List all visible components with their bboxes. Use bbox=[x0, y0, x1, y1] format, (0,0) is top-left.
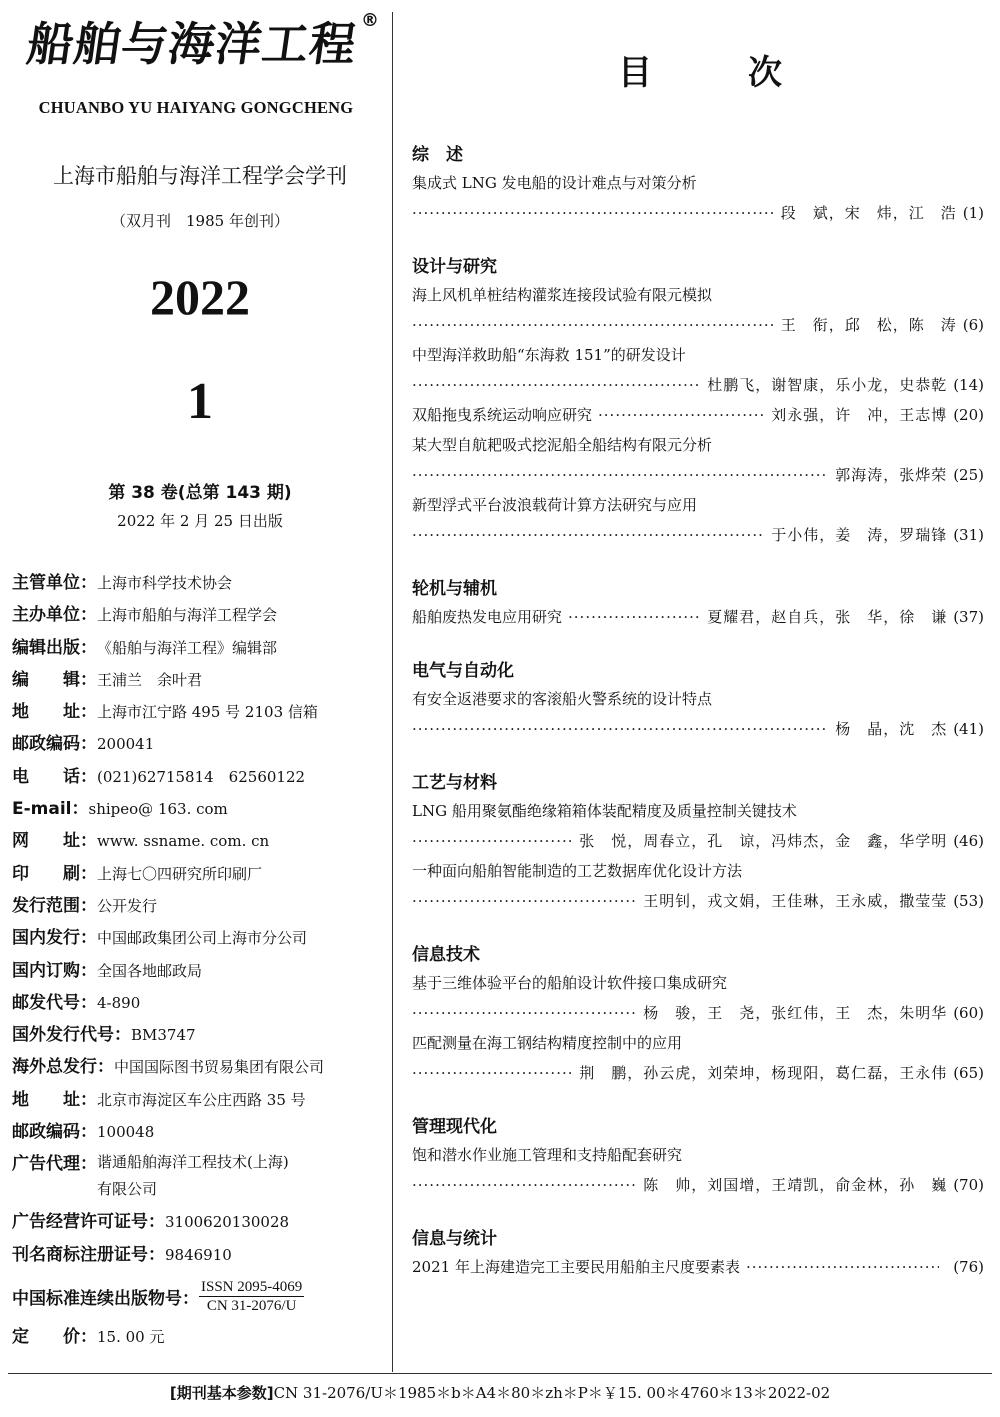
info-label: 地 址： bbox=[12, 1089, 97, 1110]
toc-section bbox=[412, 1110, 984, 1200]
brand-logo bbox=[23, 8, 388, 74]
issn-number: ISSN 2095-4069 bbox=[201, 1279, 303, 1296]
page-number: (6) bbox=[962, 316, 984, 334]
cn-number: CN 31-2076/U bbox=[206, 1298, 297, 1315]
info-label: 邮政编码： bbox=[12, 734, 97, 755]
article-title[interactable]: 船舶废热发电应用研究 bbox=[412, 608, 563, 626]
info-row bbox=[12, 988, 392, 1020]
info-row bbox=[12, 826, 392, 858]
info-label: 国外发行代号： bbox=[12, 1025, 131, 1046]
toc-list bbox=[412, 138, 984, 1288]
article-title[interactable]: 2021 年上海建造完工主要民用船舶主尺度要素表 bbox=[412, 1258, 740, 1276]
parameters-label: [期刊基本参数] bbox=[169, 1384, 274, 1402]
toc-section bbox=[412, 250, 984, 550]
leader-dots bbox=[746, 1252, 939, 1282]
toc-section bbox=[412, 138, 984, 228]
article-title[interactable]: LNG 船用聚氨酯绝缘箱箱体装配精度及质量控制关键技术 bbox=[412, 802, 797, 820]
page-number: (41) bbox=[953, 720, 984, 738]
info-label: 编 辑： bbox=[12, 669, 97, 690]
publication-date: 2022 年 2 月 25 日出版 bbox=[117, 512, 283, 530]
info-value: 上海市船舶与海洋工程学会 bbox=[97, 606, 278, 625]
section-heading: 轮机与辅机 bbox=[412, 579, 497, 599]
info-row bbox=[12, 956, 392, 988]
article-title[interactable]: 海上风机单桩结构灌浆连接段试验有限元模拟 bbox=[412, 286, 713, 304]
info-row bbox=[12, 568, 392, 600]
leader-dots bbox=[568, 602, 699, 632]
toc-entry-line[interactable] bbox=[412, 826, 984, 856]
article-title[interactable]: 双船拖曳系统运动响应研究 bbox=[412, 406, 593, 424]
page-number: (60) bbox=[953, 1004, 984, 1022]
article-authors: 张 悦，周春立，孔 谅，冯炜杰，金 鑫，华学明 bbox=[579, 832, 948, 850]
journal-pinyin: CHUANBO YU HAIYANG GONGCHENG bbox=[38, 98, 354, 117]
info-row-ad-agent bbox=[12, 1149, 392, 1207]
toc-entry-line[interactable] bbox=[412, 1058, 984, 1088]
info-row bbox=[12, 633, 392, 665]
info-row-price bbox=[12, 1322, 392, 1354]
info-value-line: 有限公司 bbox=[97, 1180, 158, 1199]
toc-entry-line[interactable] bbox=[412, 1252, 984, 1282]
registered-mark: ® bbox=[361, 10, 379, 31]
info-label: 网 址： bbox=[12, 831, 97, 852]
info-label: 海外总发行： bbox=[12, 1057, 114, 1078]
masthead-panel bbox=[0, 0, 392, 1385]
toc-entry-line[interactable] bbox=[412, 1170, 984, 1200]
table-of-contents bbox=[400, 0, 990, 1385]
journal-title: 船舶与海洋工程 bbox=[23, 17, 361, 71]
info-label: 编辑出版： bbox=[12, 637, 97, 658]
leader-dots bbox=[412, 520, 763, 550]
info-label: 邮发代号： bbox=[12, 992, 97, 1013]
leader-dots bbox=[412, 1058, 571, 1088]
info-value: shipeo@ 163. com bbox=[88, 800, 228, 819]
info-label: 国内订购： bbox=[12, 960, 97, 981]
page-number: (37) bbox=[953, 608, 984, 626]
leader-dots bbox=[412, 998, 635, 1028]
toc-section bbox=[412, 766, 984, 916]
article-authors: 杜鹏飞，谢智康，乐小龙，史恭乾 bbox=[707, 376, 948, 394]
article-authors: 杨 骏，王 尧，张红伟，王 杰，朱明华 bbox=[643, 1004, 948, 1022]
info-label: 广告代理： bbox=[12, 1154, 97, 1175]
info-row-ad-license bbox=[12, 1207, 392, 1239]
info-value: (021)62715814 62560122 bbox=[97, 767, 306, 786]
info-label: 主办单位： bbox=[12, 605, 97, 626]
info-value: 中国国际图书贸易集团有限公司 bbox=[114, 1058, 325, 1077]
info-row bbox=[12, 1052, 392, 1084]
page-number: (46) bbox=[953, 832, 984, 850]
page-number: (20) bbox=[953, 406, 984, 424]
leader-dots bbox=[598, 400, 763, 430]
article-title[interactable]: 新型浮式平台波浪载荷计算方法研究与应用 bbox=[412, 496, 698, 514]
toc-entry-line[interactable] bbox=[412, 370, 984, 400]
article-title[interactable]: 集成式 LNG 发电船的设计难点与对策分析 bbox=[412, 174, 697, 192]
toc-entry-line[interactable] bbox=[412, 310, 984, 340]
leader-dots bbox=[412, 460, 827, 490]
info-row bbox=[12, 1117, 392, 1149]
journal-parameters bbox=[0, 1382, 1000, 1403]
article-title[interactable]: 中型海洋救助船“东海救 151”的研发设计 bbox=[412, 346, 686, 364]
parameters-text: CN 31-2076/U＊1985＊b＊A4＊80＊zh＊P＊￥15. 00＊4760＊13＊2022-02 bbox=[273, 1384, 831, 1402]
page-number: (14) bbox=[953, 376, 984, 394]
info-value: 200041 bbox=[97, 735, 155, 754]
toc-section bbox=[412, 572, 984, 632]
page-number: (1) bbox=[962, 204, 984, 222]
section-heading: 工艺与材料 bbox=[412, 773, 497, 793]
leader-dots bbox=[412, 310, 773, 340]
info-label: 中国标准连续出版物号： bbox=[12, 1289, 199, 1310]
column-divider bbox=[392, 12, 393, 1372]
volume-info: 第 38 卷(总第 143 期) bbox=[108, 483, 292, 503]
publication-info bbox=[12, 568, 392, 1354]
leader-dots bbox=[412, 370, 699, 400]
info-row bbox=[12, 665, 392, 697]
page-number: (65) bbox=[953, 1064, 984, 1082]
article-authors: 刘永强，许 冲，王志博 bbox=[771, 406, 948, 424]
page-number: (31) bbox=[953, 526, 984, 544]
info-value: 《船舶与海洋工程》编辑部 bbox=[97, 638, 278, 657]
section-heading: 信息技术 bbox=[412, 945, 480, 965]
leader-dots bbox=[412, 714, 827, 744]
info-row-trademark bbox=[12, 1240, 392, 1272]
article-authors: 杨 晶，沈 杰 bbox=[835, 720, 948, 738]
info-label: 电 话： bbox=[12, 766, 97, 787]
section-heading: 设计与研究 bbox=[412, 257, 497, 277]
toc-section bbox=[412, 1222, 984, 1282]
info-label: E-mail： bbox=[12, 799, 89, 820]
toc-entry-line[interactable] bbox=[412, 400, 984, 430]
toc-entry-line[interactable] bbox=[412, 998, 984, 1028]
article-authors: 陈 帅，刘国增，王靖凯，俞金林，孙 巍 bbox=[643, 1176, 948, 1194]
article-authors: 王 衔，邱 松，陈 涛 bbox=[780, 316, 957, 334]
info-value: 15. 00 元 bbox=[97, 1327, 165, 1346]
leader-dots bbox=[412, 1170, 635, 1200]
info-value: 9846910 bbox=[165, 1245, 232, 1264]
article-title[interactable]: 有安全返港要求的客滚船火警系统的设计特点 bbox=[412, 690, 713, 708]
info-value: 上海市江宁路 495 号 2103 信箱 bbox=[97, 703, 318, 722]
page-number: (76) bbox=[953, 1258, 984, 1276]
leader-dots bbox=[412, 886, 635, 916]
page-number: (25) bbox=[953, 466, 984, 484]
page-number: (70) bbox=[953, 1176, 984, 1194]
info-value: www. ssname. com. cn bbox=[97, 832, 270, 851]
info-label: 地 址： bbox=[12, 702, 97, 723]
article-title[interactable]: 基于三维体验平台的船舶设计软件接口集成研究 bbox=[412, 974, 728, 992]
info-label: 发行范围： bbox=[12, 895, 97, 916]
article-authors: 夏耀君，赵自兵，张 华，徐 谦 bbox=[707, 608, 948, 626]
page-number: (53) bbox=[953, 892, 984, 910]
info-row bbox=[12, 729, 392, 761]
info-row bbox=[12, 891, 392, 923]
section-heading: 电气与自动化 bbox=[412, 661, 514, 681]
info-row bbox=[12, 923, 392, 955]
section-heading: 综 述 bbox=[412, 145, 463, 165]
leader-dots bbox=[412, 826, 571, 856]
info-label: 国内发行： bbox=[12, 928, 97, 949]
toc-title: 目次 bbox=[618, 53, 878, 93]
article-title[interactable]: 饱和潜水作业施工管理和支持船配套研究 bbox=[412, 1146, 683, 1164]
info-label: 主管单位： bbox=[12, 573, 97, 593]
info-value: 上海市科学技术协会 bbox=[97, 574, 233, 592]
article-title[interactable]: 匹配测量在海工钢结构精度控制中的应用 bbox=[412, 1034, 683, 1052]
info-value: 100048 bbox=[97, 1123, 155, 1142]
info-value bbox=[97, 1149, 289, 1203]
society-name: 上海市船舶与海洋工程学会学刊 bbox=[53, 164, 347, 188]
toc-entry-line[interactable] bbox=[412, 198, 984, 228]
info-value: 王浦兰 余叶君 bbox=[97, 670, 203, 689]
info-value: 上海七〇四研究所印刷厂 bbox=[97, 864, 263, 883]
info-row-issn bbox=[12, 1272, 392, 1322]
info-value-line: 谐通船舶海洋工程技术(上海) bbox=[97, 1153, 289, 1172]
toc-entry-line[interactable] bbox=[412, 886, 984, 916]
issue-number: 1 bbox=[187, 373, 213, 430]
section-heading: 管理现代化 bbox=[412, 1117, 497, 1137]
toc-entry-line[interactable] bbox=[412, 602, 984, 632]
info-row bbox=[12, 697, 392, 729]
article-authors: 王明钊，戎文娟，王佳琳，王永威，撒莹莹 bbox=[643, 892, 948, 910]
article-authors: 荆 鹏，孙云虎，刘荣坤，杨现阳，葛仁磊，王永伟 bbox=[579, 1064, 948, 1082]
article-title[interactable]: 某大型自航耙吸式挖泥船全船结构有限元分析 bbox=[412, 436, 713, 454]
article-authors: 段 斌，宋 炜，江 浩 bbox=[780, 204, 957, 222]
info-row bbox=[12, 1085, 392, 1117]
article-authors: 郭海涛，张烨荣 bbox=[835, 466, 948, 484]
info-label: 刊名商标注册证号： bbox=[12, 1244, 165, 1265]
info-label: 印 刷： bbox=[12, 863, 97, 884]
info-value: 公开发行 bbox=[97, 896, 158, 915]
info-value: 全国各地邮政局 bbox=[97, 961, 203, 980]
info-value: 中国邮政集团公司上海市分公司 bbox=[97, 929, 308, 948]
toc-entry-line[interactable] bbox=[412, 520, 984, 550]
info-value: 北京市海淀区车公庄西路 35 号 bbox=[97, 1090, 306, 1109]
toc-entry-line[interactable] bbox=[412, 714, 984, 744]
info-label: 定 价： bbox=[12, 1326, 97, 1347]
toc-entry-line[interactable] bbox=[412, 460, 984, 490]
info-value: 4-890 bbox=[97, 993, 141, 1012]
frequency-note: （双月刊 1985 年创刊） bbox=[111, 212, 289, 230]
info-label: 广告经营许可证号： bbox=[12, 1212, 165, 1233]
article-title[interactable]: 一种面向船舶智能制造的工艺数据库优化设计方法 bbox=[412, 862, 743, 880]
issue-year: 2022 bbox=[150, 269, 250, 325]
info-row bbox=[12, 859, 392, 891]
info-value: BM3747 bbox=[131, 1026, 196, 1045]
info-label: 邮政编码： bbox=[12, 1122, 97, 1143]
article-authors: 于小伟，姜 涛，罗瑞锋 bbox=[771, 526, 948, 544]
toc-section bbox=[412, 654, 984, 744]
leader-dots bbox=[412, 198, 773, 228]
info-row bbox=[12, 600, 392, 632]
toc-section bbox=[412, 938, 984, 1088]
info-value: 3100620130028 bbox=[165, 1213, 290, 1232]
info-row bbox=[12, 794, 392, 826]
section-heading: 信息与统计 bbox=[412, 1229, 497, 1249]
issn-block bbox=[199, 1278, 304, 1315]
footer-rule bbox=[8, 1373, 992, 1374]
info-row bbox=[12, 762, 392, 794]
info-row bbox=[12, 1020, 392, 1052]
